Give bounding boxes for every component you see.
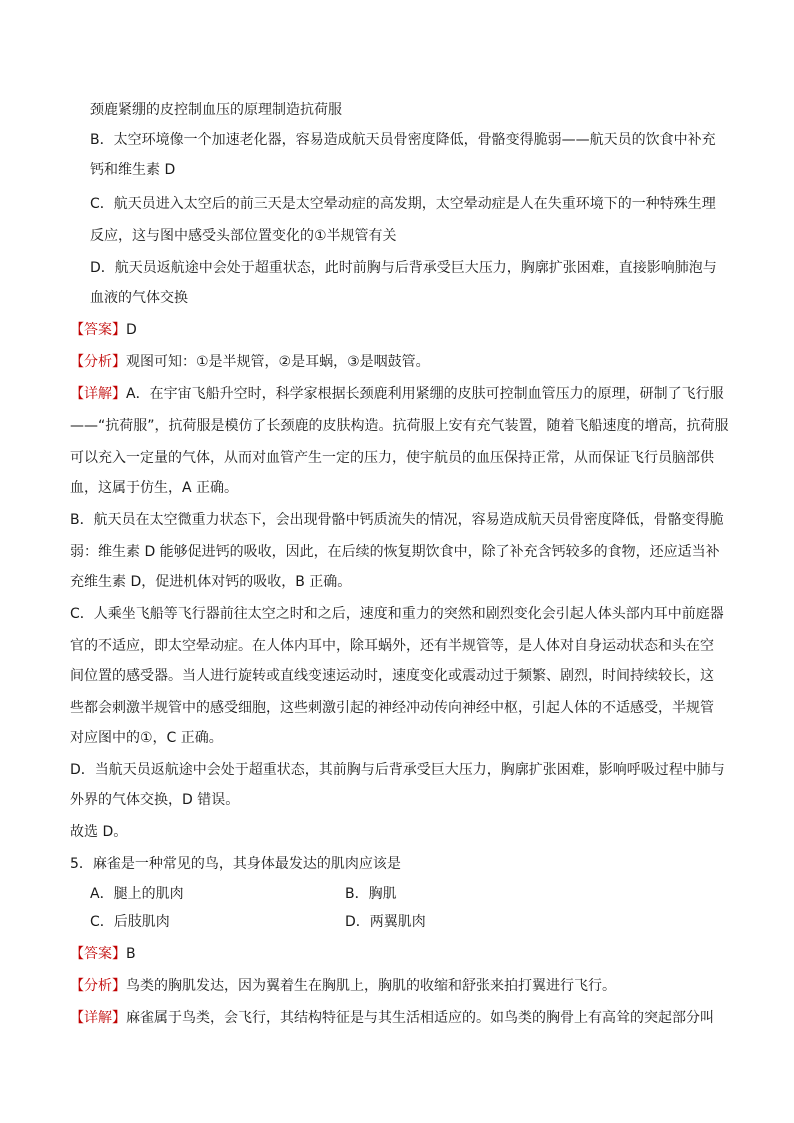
analysis-tag: 【分析】	[70, 354, 126, 370]
q4-detail-line: 弱：维生素 D 能够促进钙的吸收，因此，在后续的恢复期饮食中，除了补充含钙较多的食物，还应适当补	[70, 544, 720, 560]
q5-detail	[70, 1008, 730, 1028]
q5-option-d: D．两翼肌肉	[345, 914, 426, 930]
q4-detail-line: 官的不适应，即太空晕动症。在人体内耳中，除耳蜗外，还有半规管等，是人体对自身运动状态和头在空	[70, 638, 714, 654]
q4-detail-line: C．人乘坐飞船等飞行器前往太空之时和之后，速度和重力的突然和剧烈变化会引起人体头部内耳中前庭器	[70, 606, 724, 622]
option-b-line-1: B．太空环境像一个加速老化器，容易造成航天员骨密度降低，骨骼变得脆弱——航天员的饮食中补充	[90, 132, 716, 148]
detail-tag: 【详解】	[70, 1010, 126, 1026]
answer-value: B	[126, 946, 136, 962]
analysis-tag: 【分析】	[70, 978, 126, 994]
q5-option-a: A．腿上的肌肉	[90, 886, 184, 902]
q4-detail-line: 血，这属于仿生，A 正确。	[70, 480, 239, 496]
q5-analysis	[70, 976, 730, 996]
q4-detail-line: 外界的气体交换，D 错误。	[70, 792, 240, 808]
option-d-line-2: 血液的气体交换	[90, 290, 188, 306]
q4-detail-line: 充维生素 D，促进机体对钙的吸收，B 正确。	[70, 574, 352, 590]
q4-analysis	[70, 352, 730, 372]
q4-detail-line: 间位置的感受器。当人进行旋转或直线变速运动时，速度变化或震动过于频繁、剧烈，时间持续较长，这	[70, 668, 714, 684]
analysis-text: 观图可知：①是半规管，②是耳蜗，③是咽鼓管。	[126, 354, 430, 370]
q4-detail-line: 些都会刺激半规管中的感受细胞，这些刺激引起的神经冲动传向神经中枢，引起人体的不适感受，半规管	[70, 700, 714, 716]
q4-detail-line: 可以充入一定量的气体，从而对血管产生一定的压力，使宇航员的血压保持正常，从而保证飞行员脑部供	[70, 450, 714, 466]
q4-answer	[70, 320, 730, 340]
option-b-line-2: 钙和维生素 D	[90, 162, 176, 178]
answer-tag: 【答案】	[70, 946, 126, 962]
q4-detail-line: 对应图中的①，C 正确。	[70, 730, 223, 746]
q5-answer	[70, 944, 730, 964]
q4-detail-line	[70, 384, 730, 404]
q5-option-c: C．后肢肌肉	[90, 914, 170, 930]
option-c-line-1: C．航天员进入太空后的前三天是太空晕动症的高发期，太空晕动症是人在失重环境下的一种特殊生理	[90, 196, 716, 212]
q5-option-b: B．胸肌	[345, 886, 397, 902]
detail-tag: 【详解】	[70, 386, 126, 402]
answer-value: D	[126, 322, 137, 338]
q5-stem: 5．麻雀是一种常见的鸟，其身体最发达的肌肉应该是	[70, 856, 401, 872]
answer-tag: 【答案】	[70, 322, 126, 338]
q4-conclusion: 故选 D。	[70, 824, 128, 840]
q4-detail-line: ——“抗荷服”，抗荷服是模仿了长颈鹿的皮肤构造。抗荷服上安有充气装置，随着飞船速度的增高，抗荷服	[70, 418, 729, 434]
option-c-line-2: 反应，这与图中感受头部位置变化的①半规管有关	[90, 228, 397, 244]
analysis-text: 鸟类的胸肌发达，因为翼着生在胸肌上，胸肌的收缩和舒张来拍打翼进行飞行。	[126, 978, 616, 994]
q4-detail-line: B．航天员在太空微重力状态下，会出现骨骼中钙质流失的情况，容易造成航天员骨密度降低，骨骼变得脆	[70, 512, 724, 528]
detail-text: 麻雀属于鸟类，会飞行，其结构特征是与其生活相适应的。如鸟类的胸骨上有高耸的突起部分叫	[126, 1010, 714, 1026]
option-d-line-1: D．航天员返航途中会处于超重状态，此时前胸与后背承受巨大压力，胸廓扩张困难，直接影响肺泡与	[90, 260, 717, 276]
detail-text: A．在宇宙飞船升空时，科学家根据长颈鹿利用紧绷的皮肤可控制血管压力的原理，研制了飞行服	[126, 386, 724, 402]
option-a-continuation: 颈鹿紧绷的皮控制血压的原理制造抗荷服	[90, 102, 342, 118]
q4-detail-line: D．当航天员返航途中会处于超重状态，其前胸与后背承受巨大压力，胸廓扩张困难，影响呼吸过程中肺与	[70, 762, 725, 778]
